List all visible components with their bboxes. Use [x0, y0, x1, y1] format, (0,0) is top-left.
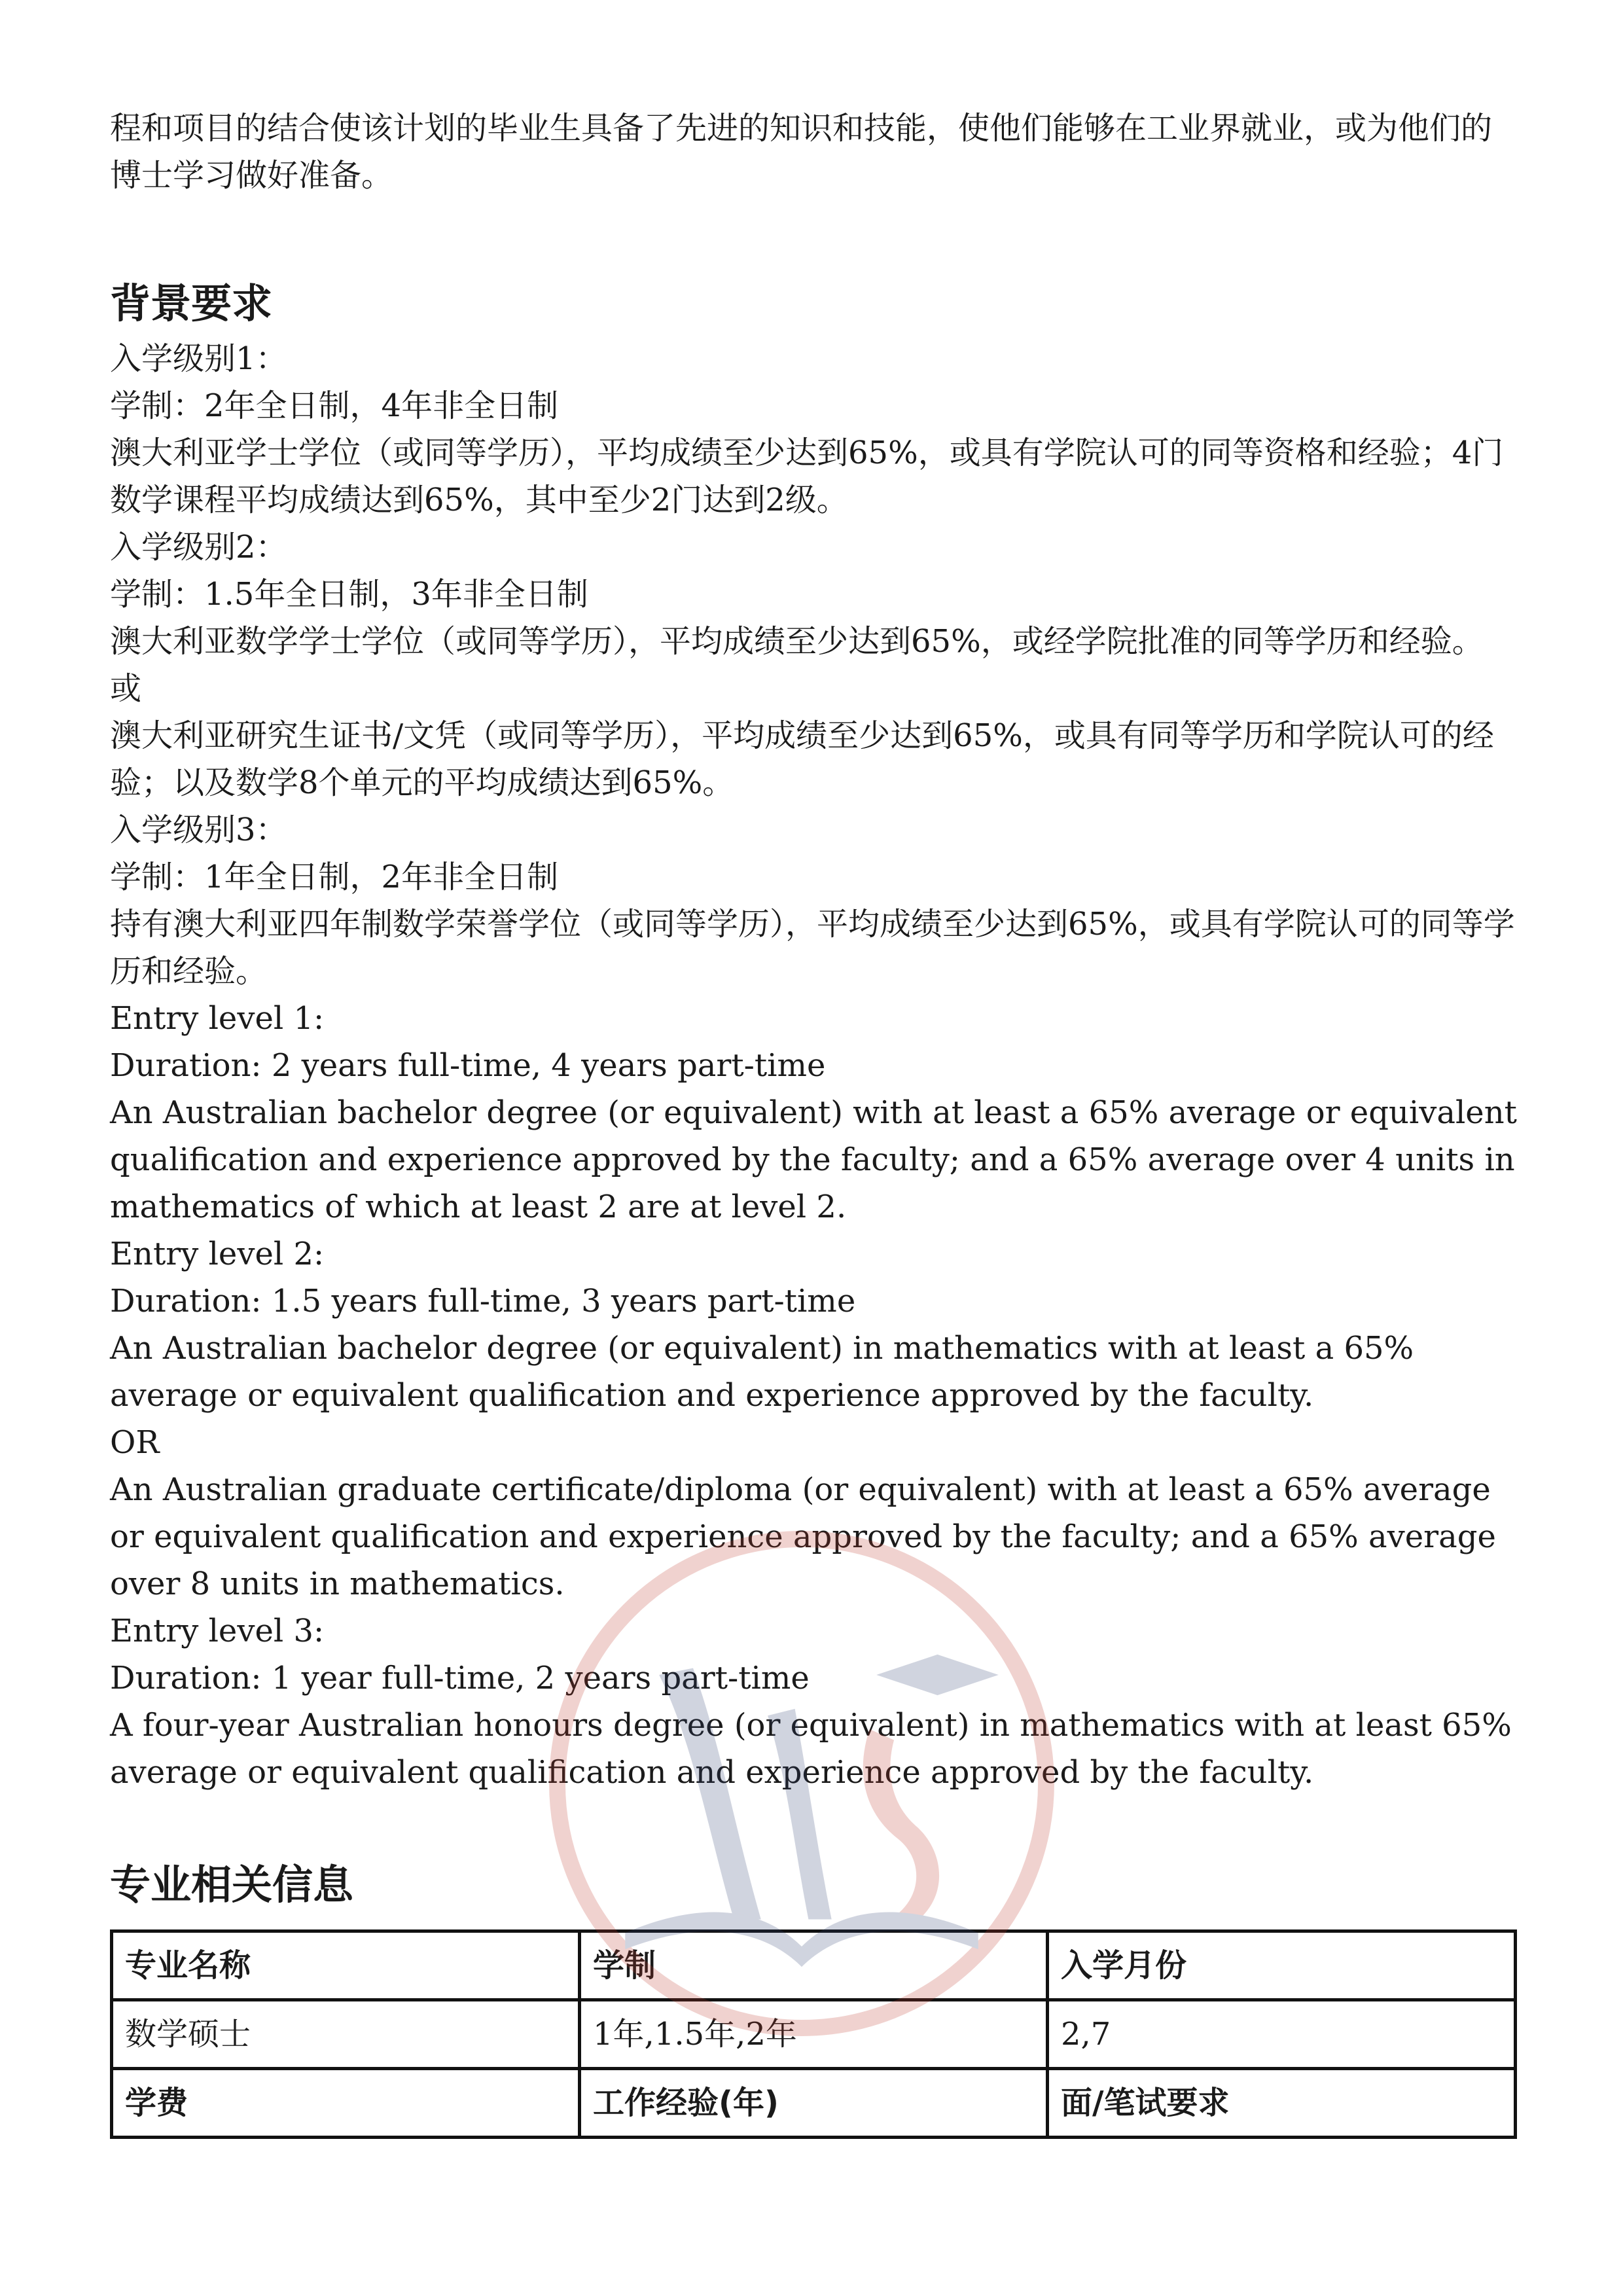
bg-line: A four-year Australian honours degree (or equivalent) in mathematics with at least 65% average or equivalent qualification and experience approved by the faculty.: [110, 1707, 1512, 1791]
bg-line: 入学级别1：: [110, 340, 287, 377]
bg-line: Entry level 3:: [110, 1613, 325, 1649]
table-row: [112, 2000, 1516, 2069]
table-header-cell: 入学月份: [1048, 1931, 1516, 2000]
table-cell: 数学硕士: [112, 2000, 580, 2069]
bg-line: Duration: 1 year full-time, 2 years part-time: [110, 1660, 810, 1696]
program-info-heading: 专业相关信息: [110, 1861, 354, 1909]
document-page: [110, 105, 1517, 2139]
background-requirements: [110, 335, 1517, 1796]
table-header-cell: 面/笔试要求: [1048, 2069, 1516, 2138]
bg-line: 澳大利亚数学学士学位（或同等学历），平均成绩至少达到65%，或经学院批准的同等学历和经验。: [110, 623, 1484, 660]
bg-line: 学制：1.5年全日制，3年非全日制: [110, 576, 588, 613]
bg-line: An Australian graduate certificate/diploma (or equivalent) with at least a 65% average or equivalent qualification and experience approved by the faculty; and a 65% average over 8 units in mathematics.: [110, 1471, 1496, 1602]
bg-line: OR: [110, 1424, 160, 1461]
bg-line: Entry level 2:: [110, 1236, 325, 1272]
background-heading: 背景要求: [110, 279, 273, 327]
bg-line: 澳大利亚研究生证书/文凭（或同等学历），平均成绩至少达到65%，或具有同等学历和学院认可的经验；以及数学8个单元的平均成绩达到65%。: [110, 717, 1494, 801]
bg-line: 或: [110, 670, 142, 707]
bg-line: Entry level 1:: [110, 1000, 325, 1037]
bg-line: 入学级别3：: [110, 812, 287, 848]
table-header-cell: 学费: [112, 2069, 580, 2138]
bg-line: Duration: 2 years full-time, 4 years part-time: [110, 1047, 826, 1084]
bg-line: An Australian bachelor degree (or equivalent) in mathematics with at least a 65% average or equivalent qualification and experience approved by the faculty.: [110, 1330, 1414, 1414]
bg-line: 澳大利亚学士学位（或同等学历），平均成绩至少达到65%，或具有学院认可的同等资格和经验；4门数学课程平均成绩达到65%，其中至少2门达到2级。: [110, 435, 1504, 518]
intro-paragraph: 程和项目的结合使该计划的毕业生具备了先进的知识和技能，使他们能够在工业界就业，或为他们的博士学习做好准备。: [110, 110, 1493, 194]
bg-line: Duration: 1.5 years full-time, 3 years part-time: [110, 1283, 856, 1319]
bg-line: 学制：1年全日制，2年非全日制: [110, 859, 559, 895]
table-header-cell: 学制: [580, 1931, 1048, 2000]
program-info-table: [110, 1929, 1517, 2139]
bg-line: 持有澳大利亚四年制数学荣誉学位（或同等学历），平均成绩至少达到65%，或具有学院认可的同等学历和经验。: [110, 906, 1515, 990]
table-cell: 1年,1.5年,2年: [580, 2000, 1048, 2069]
table-header-cell: 工作经验(年): [580, 2069, 1048, 2138]
bg-line: 入学级别2：: [110, 529, 287, 565]
table-header-cell: 专业名称: [112, 1931, 580, 2000]
table-cell: 2,7: [1048, 2000, 1516, 2069]
bg-line: An Australian bachelor degree (or equivalent) with at least a 65% average or equivalent qualification and experience approved by the faculty; and a 65% average over 4 units in mathematics of which at least 2 are at level 2.: [110, 1094, 1517, 1225]
table-header-row: [112, 1931, 1516, 2000]
table-header-row: [112, 2069, 1516, 2138]
bg-line: 学制：2年全日制，4年非全日制: [110, 387, 559, 424]
